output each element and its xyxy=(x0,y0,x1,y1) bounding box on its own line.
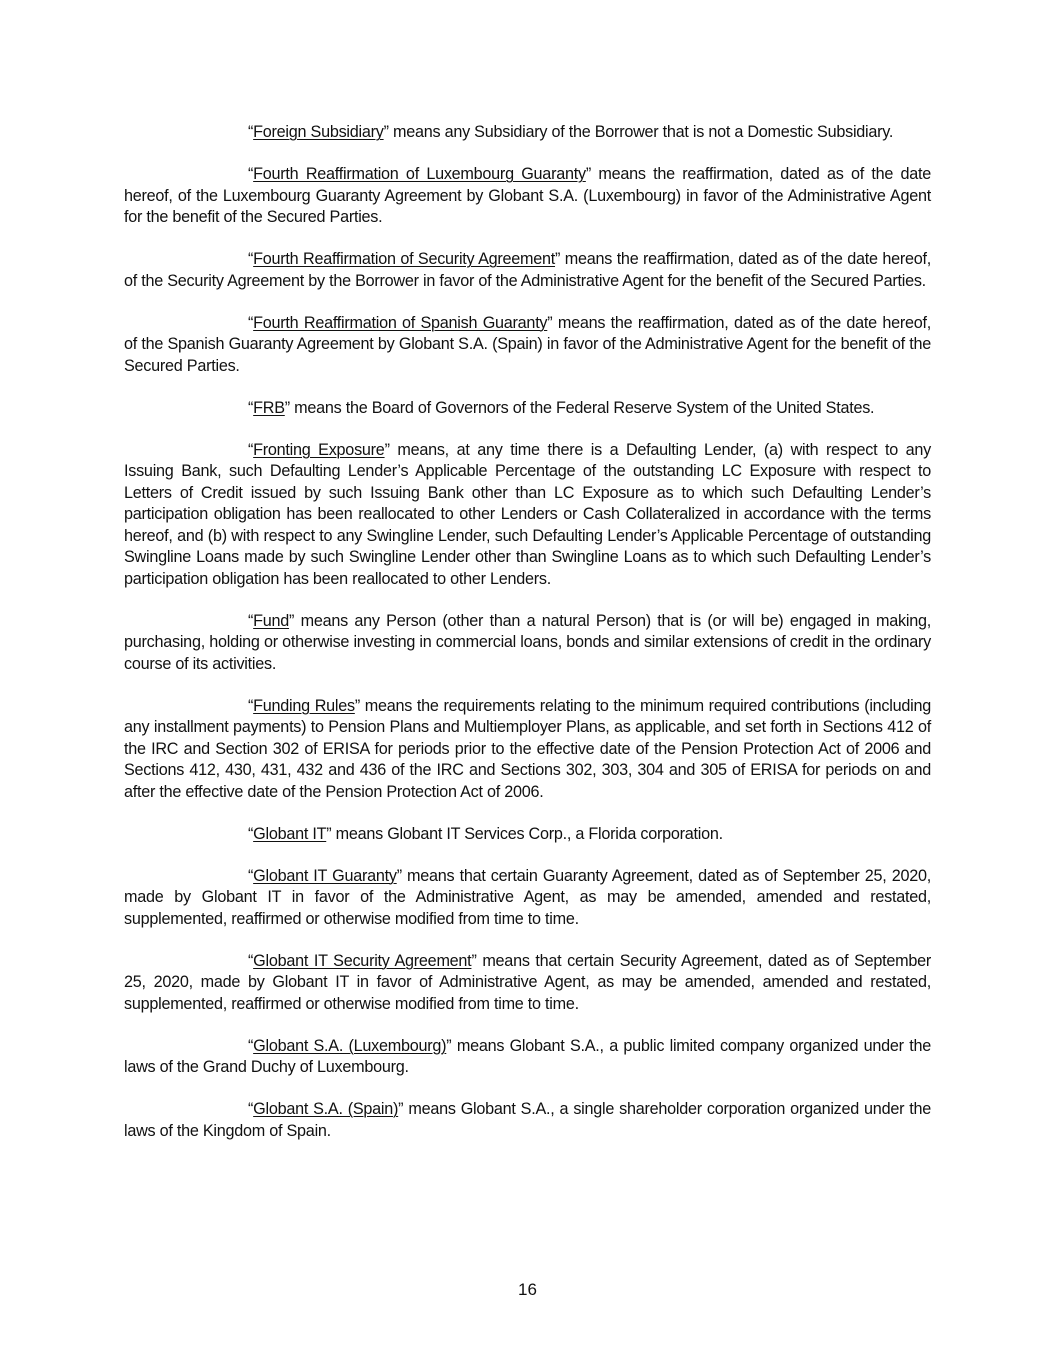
definition-fourth-reaffirmation-spanish-guaranty: “Fourth Reaffirmation of Spanish Guaranty” means the reaffirmation, dated as of the date hereof, of the Spanish Guaranty Agreement by Globant S.A. (Spain) in favor of the Administrative Agent for the benefit of the Secured Parties. xyxy=(124,313,931,375)
defined-term: FRB xyxy=(253,398,285,417)
defined-term: Fourth Reaffirmation of Security Agreement xyxy=(253,250,556,268)
definition-globant-it: “Globant IT” means Globant IT Services Corp., a Florida corporation. xyxy=(248,824,723,843)
definition-text: means the reaffirmation, dated as of the date hereof, of the Spanish Guaranty Agreement by Globant S.A. (Spain) in favor of the Administrative Agent for the benefit of the Secured Parties. xyxy=(124,313,931,375)
definition-text: means that certain Security Agreement, dated as of September 25, 2020, made by Globant IT in favor of Administrative Agent, as may be amended, amended and restated, supplemented, reaffirmed or otherwise modified from time to time. xyxy=(124,951,932,1013)
defined-term: Funding Rules xyxy=(253,696,355,715)
definition-funding-rules: “Funding Rules” means the requirements relating to the minimum required contributions (including any installment payments) to Pension Plans and Multiemployer Plans, as applicable, and set forth in Sections 412 of the IRC and Section 302 of ERISA for periods prior to the effective date of the Pension Protection Act of 2006 and Sections 412, 430, 431, 432 and 436 of the IRC and Sections 302, 303, 304 and 305 of ERISA for periods on and after the effective date of the Pension Protection Act of 2006. xyxy=(124,696,931,801)
definition-text: means Globant S.A., a public limited company organized under the laws of the Grand Duchy of Luxembourg. xyxy=(124,1036,931,1076)
definition-text: means any Subsidiary of the Borrower that is not a Domestic Subsidiary. xyxy=(388,123,894,141)
definition-fourth-reaffirmation-luxembourg-guaranty: “Fourth Reaffirmation of Luxembourg Guaranty” means the reaffirmation, dated as of the date hereof, of the Luxembourg Guaranty Agreement by Globant S.A. (Luxembourg) in favor of the Administrative Agent for the benefit of the Secured Parties. xyxy=(124,165,931,226)
defined-term: Globant S.A. (Spain) xyxy=(253,1100,399,1118)
defined-term: Globant S.A. (Luxembourg) xyxy=(253,1036,447,1055)
definition-globant-it-security-agreement: “Globant IT Security Agreement” means that certain Security Agreement, dated as of September 25, 2020, made by Globant IT in favor of Administrative Agent, as may be amended, amended and restated, supplemented, reaffirmed or otherwise modified from time to time. xyxy=(124,951,932,1013)
defined-term: Globant IT xyxy=(253,824,327,843)
definition-text: means any Person (other than a natural Person) that is (or will be) engaged in making, purchasing, holding or otherwise investing in commercial loans, bonds and similar extensions of credit in the ordinary course of its activities. xyxy=(124,611,931,673)
definition-fronting-exposure: “Fronting Exposure” means, at any time there is a Defaulting Lender, (a) with respect to any Issuing Bank, such Defaulting Lender’s Applicable Percentage of the outstanding LC Exposure with respect to Letters of Credit issued by such Issuing Bank other than LC Exposure as to which such Defaulting Lender’s participation obligation has been reallocated to other Lenders or Cash Collateralized in accordance with the terms hereof, and (b) with respect to any Swingline Lender, such Defaulting Lender’s Applicable Percentage of outstanding Swingline Loans made by such Swingline Lender other than Swingline Loans as to which such Defaulting Lender’s participation obligation has been reallocated to other Lenders. xyxy=(124,440,931,588)
definition-globant-it-guaranty: “Globant IT Guaranty” means that certain Guaranty Agreement, dated as of September 25, 2020, made by Globant IT in favor of the Administrative Agent, as may be amended, amended and restated, supplemented, reaffirmed or otherwise modified from time to time. xyxy=(124,866,931,928)
definition-foreign-subsidiary: “Foreign Subsidiary” means any Subsidiary of the Borrower that is not a Domestic Subsidiary. xyxy=(248,123,894,141)
definitions-list xyxy=(124,122,931,1163)
defined-term: Foreign Subsidiary xyxy=(253,123,384,141)
definition-fund: “Fund” means any Person (other than a natural Person) that is (or will be) engaged in making, purchasing, holding or otherwise investing in commercial loans, bonds and similar extensions of credit in the ordinary course of its activities. xyxy=(124,611,931,673)
defined-term: Globant IT Guaranty xyxy=(253,866,397,885)
definition-globant-sa-luxembourg: “Globant S.A. (Luxembourg)” means Globant S.A., a public limited company organized under the laws of the Grand Duchy of Luxembourg. xyxy=(124,1036,931,1076)
definition-text: means the reaffirmation, dated as of the date hereof, of the Luxembourg Guaranty Agreement by Globant S.A. (Luxembourg) in favor of the Administrative Agent for the benefit of the Secured Parties. xyxy=(124,165,931,226)
definition-text: means the reaffirmation, dated as of the date hereof, of the Security Agreement by the Borrower in favor of the Administrative Agent for the benefit of the Secured Parties. xyxy=(124,250,931,290)
definition-text: means the requirements relating to the minimum required contributions (including any installment payments) to Pension Plans and Multiemployer Plans, as applicable, and set forth in Sections 412 of the IRC and Section 302 of ERISA for periods prior to the effective date of the Pension Protection Act of 2006 and Sections 412, 430, 431, 432 and 436 of the IRC and Sections 302, 303, 304 and 305 of ERISA for periods on and after the effective date of the Pension Protection Act of 2006. xyxy=(124,696,931,801)
defined-term: Fourth Reaffirmation of Spanish Guaranty xyxy=(253,313,548,332)
definition-frb: “FRB” means the Board of Governors of the Federal Reserve System of the United States. xyxy=(248,398,875,417)
definition-fourth-reaffirmation-security-agreement: “Fourth Reaffirmation of Security Agreement” means the reaffirmation, dated as of the date hereof, of the Security Agreement by the Borrower in favor of the Administrative Agent for the benefit of the Secured Parties. xyxy=(124,250,931,290)
definition-globant-sa-spain: “Globant S.A. (Spain)” means Globant S.A., a single shareholder corporation organized under the laws of the Kingdom of Spain. xyxy=(124,1100,931,1140)
definition-text: means Globant IT Services Corp., a Florida corporation. xyxy=(331,824,723,843)
defined-term: Fourth Reaffirmation of Luxembourg Guaranty xyxy=(253,165,586,183)
defined-term: Fund xyxy=(253,611,290,630)
definition-text: means that certain Guaranty Agreement, dated as of September 25, 2020, made by Globant IT in favor of the Administrative Agent, as may be amended, amended and restated, supplemented, reaffirmed or otherwise modified from time to time. xyxy=(124,866,931,928)
defined-term: Globant IT Security Agreement xyxy=(253,951,472,970)
defined-term: Fronting Exposure xyxy=(253,440,385,459)
definition-text: means the Board of Governors of the Federal Reserve System of the United States. xyxy=(289,398,875,417)
page-number: 16 xyxy=(518,1280,537,1299)
definition-text: means, at any time there is a Defaulting Lender, (a) with respect to any Issuing Bank, such Defaulting Lender’s Applicable Percentage of the outstanding LC Exposure with respect to Letters of Credit issued by such Issuing Bank other than LC Exposure as to which such Defaulting Lender’s participation obligation has been reallocated to other Lenders or Cash Collateralized in accordance with the terms hereof, and (b) with respect to any Swingline Lender, such Defaulting Lender’s Applicable Percentage of outstanding Swingline Loans made by such Swingline Lender other than Swingline Loans as to which such Defaulting Lender’s participation obligation has been reallocated to other Lenders. xyxy=(124,440,931,588)
definition-text: means Globant S.A., a single shareholder corporation organized under the laws of the Kingdom of Spain. xyxy=(124,1100,931,1140)
